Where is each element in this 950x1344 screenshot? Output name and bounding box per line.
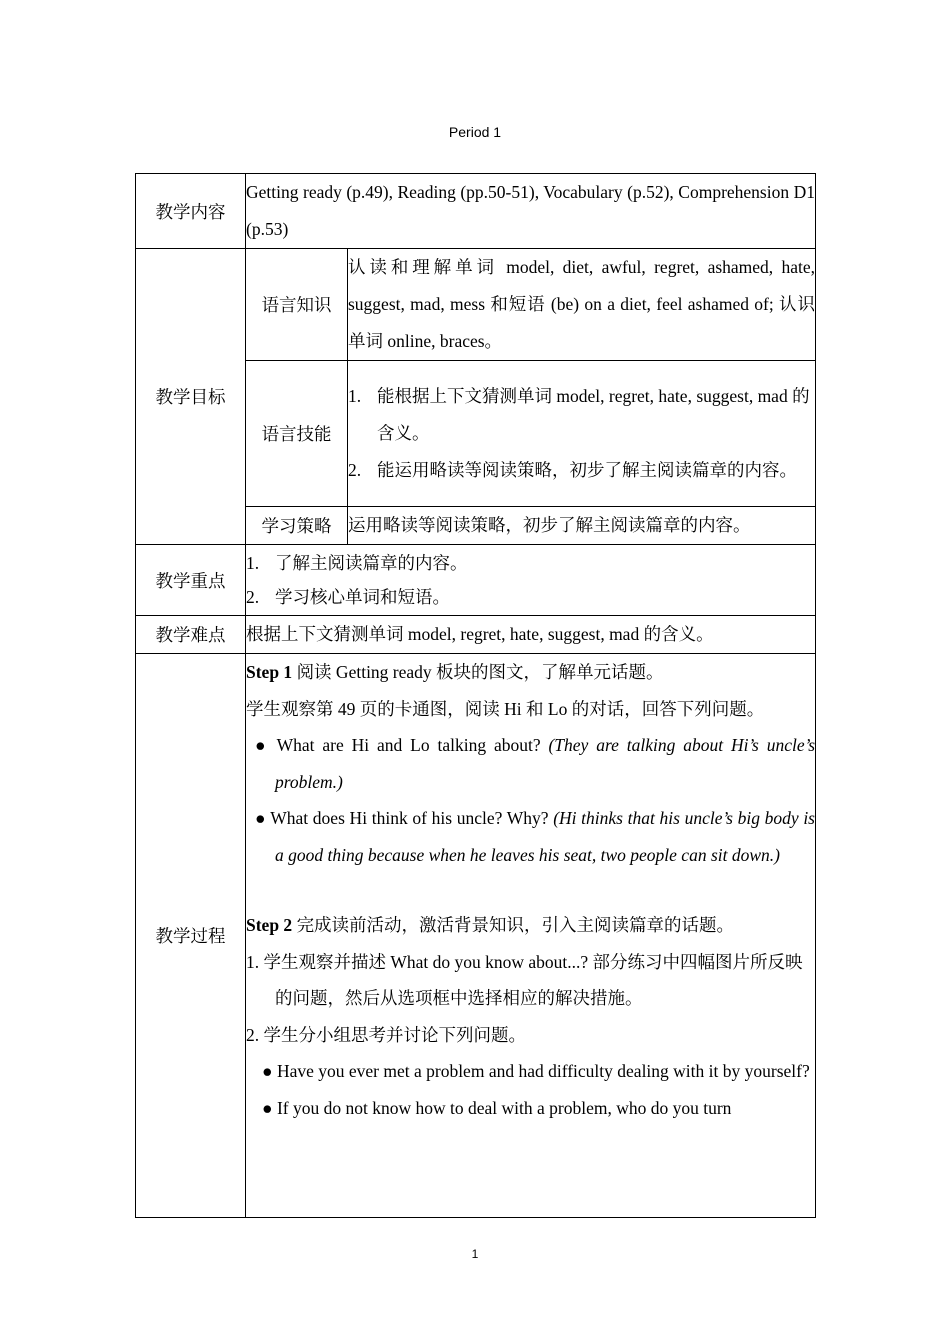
bullet-icon: ● [255,808,266,828]
step1-question-1 [246,727,815,800]
bullet-icon: ● [262,1061,273,1081]
label-language-skills: 语言技能 [246,361,348,507]
language-knowledge-text: 认读和理解单词 model, diet, awful, regret, ashamed, hate, suggest, mad, mess 和短语 (be) on a diet, feel ashamed of; 认识单词 online, braces。 [348,249,816,361]
skill-item-2 [348,452,815,489]
question-text: What does Hi think of his uncle? Why? [270,808,554,828]
page-header: Period 1 [448,124,502,140]
label-key-points: 教学重点 [136,545,246,616]
skill-item-text: 能根据上下文猜测单词 model, regret, hate, suggest, mad 的含义。 [377,386,810,443]
question-text: What are Hi and Lo talking about? [276,735,549,755]
label-difficulties: 教学难点 [136,616,246,654]
step2-item-text: 学生分小组思考并讨论下列问题。 [259,1024,526,1045]
lesson-plan-table [135,173,816,1218]
label-teaching-content: 教学内容 [136,174,246,249]
bullet-icon: ● [255,735,270,755]
teaching-process-content [246,654,816,1218]
difficulties-text: 根据上下文猜测单词 model, regret, hate, suggest, mad 的含义。 [246,616,816,654]
teaching-content-text: Getting ready (p.49), Reading (pp.50-51), Vocabulary (p.52), Comprehension D1 (p.53) [246,174,816,249]
bullet-icon: ● [262,1097,273,1118]
question-text: Have you ever met a problem and had difficulty dealing with it by yourself? [276,1061,810,1081]
row-language-knowledge [136,249,816,361]
step1-heading [246,654,815,691]
step2-item-number: 1. [246,951,260,972]
key-points-list [246,545,816,616]
step1-intro: 学生观察第 49 页的卡通图，阅读 Hi 和 Lo 的对话，回答下列问题。 [246,698,765,719]
skill-item-1 [348,378,815,452]
row-key-points [136,545,816,616]
page-number: 1 [471,1247,479,1261]
key-point-text: 学习核心单词和短语。 [275,587,450,607]
step2-question-2 [254,1090,815,1127]
step2-item-text: 学生观察并描述 What do you know about...? 部分练习中四幅图片所反映的问题，然后从选项框中选择相应的解决措施。 [259,951,803,1008]
row-difficulties [136,616,816,654]
answer-text: (They are talking about Hi’s uncle’s problem.) [275,735,816,792]
step2-question-1 [254,1053,815,1090]
skill-item-text: 能运用略读等阅读策略，初步了解主阅读篇章的内容。 [377,460,797,480]
step1-title: Step 1 [246,662,293,682]
key-point-number: 1. [246,553,260,573]
question-text: If you do not know how to deal with a problem, who do you turn [276,1097,732,1118]
label-teaching-process: 教学过程 [136,654,246,1218]
key-point-number: 2. [246,587,260,607]
key-point-item-1 [246,546,815,580]
step1-question-2 [246,800,815,873]
step2-title: Step 2 [246,915,293,935]
skill-item-number: 2. [348,460,362,480]
step2-item-1 [246,944,815,1017]
row-teaching-content [136,174,816,249]
learning-strategy-text: 运用略读等阅读策略，初步了解主阅读篇章的内容。 [348,507,816,545]
step2-text: 完成读前活动，激活背景知识，引入主阅读篇章的话题。 [292,915,735,935]
skill-item-number: 1. [348,386,362,406]
key-point-item-2 [246,580,815,614]
label-learning-strategy: 学习策略 [246,507,348,545]
label-teaching-objectives: 教学目标 [136,249,246,545]
answer-text: (Hi thinks that his uncle’s big body is a good thing because when he leaves his seat, two people can sit down.) [275,808,815,865]
key-point-text: 了解主阅读篇章的内容。 [275,553,468,573]
step2-heading [246,907,815,944]
spacer [246,873,815,907]
step2-item-number: 2. [246,1024,260,1045]
label-language-knowledge: 语言知识 [246,249,348,361]
step1-text: 阅读 Getting ready 板块的图文，了解单元话题。 [292,662,664,682]
row-teaching-process [136,654,816,1218]
language-skills-list [348,361,816,507]
step2-item-2 [246,1017,815,1054]
